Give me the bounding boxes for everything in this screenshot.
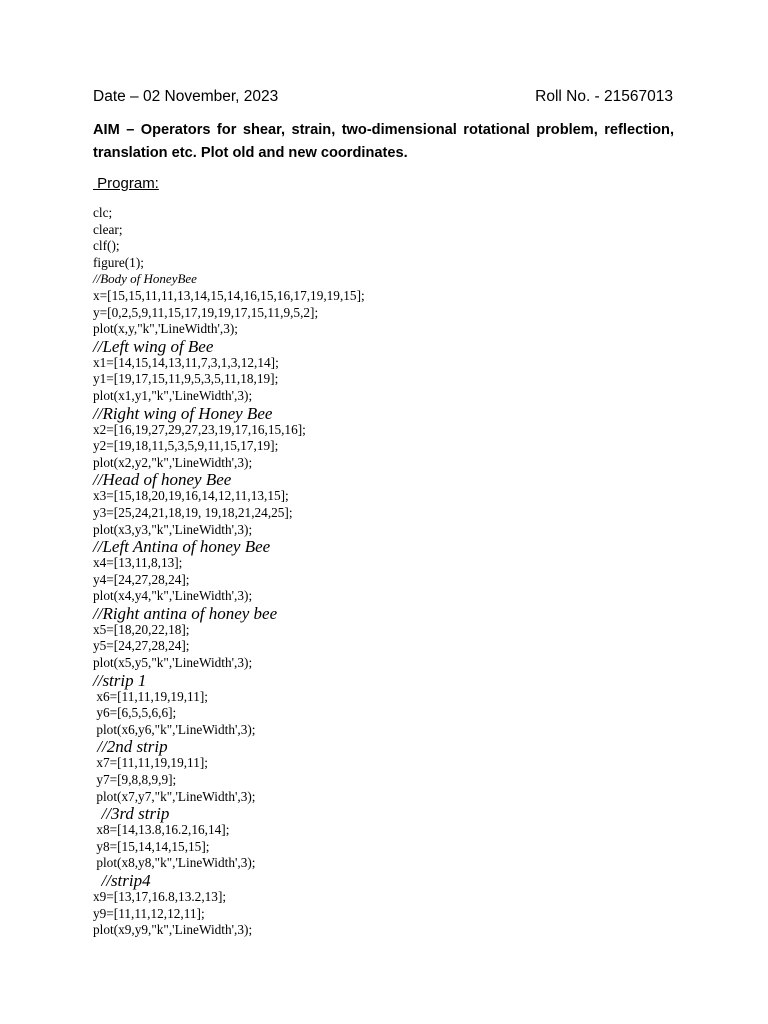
code-line: y7=[9,8,8,9,9]; (93, 772, 177, 788)
code-line: y1=[19,17,15,11,9,5,3,5,11,18,19]; (93, 371, 279, 387)
code-line: y5=[24,27,28,24]; (93, 638, 190, 654)
document-header (93, 88, 673, 110)
code-line: x3=[15,18,20,19,16,14,12,11,13,15]; (93, 488, 289, 504)
code-line: x6=[11,11,19,19,11]; (93, 688, 208, 704)
code-line: x4=[13,11,8,13]; (93, 555, 183, 571)
code-line: y6=[6,5,5,6,6]; (93, 705, 177, 721)
aim-paragraph: AIM – Operators for shear, strain, two-dimensional rotational problem, reflection, translation etc. Plot old and new coordinates. (93, 122, 674, 161)
code-line: plot(x,y,"k",'LineWidth',3); (93, 321, 238, 337)
code-line: x7=[11,11,19,19,11]; (93, 755, 208, 771)
code-line: plot(x8,y8,"k",'LineWidth',3); (93, 855, 256, 871)
code-line: x9=[13,17,16.8,13.2,13]; (93, 889, 227, 904)
code-line: x1=[14,15,14,13,11,7,3,1,3,12,14]; (93, 354, 279, 370)
code-line: clear; (93, 221, 123, 237)
code-line: plot(x7,y7,"k",'LineWidth',3); (93, 788, 256, 804)
code-line: y=[0,2,5,9,11,15,17,19,19,17,15,11,9,5,2]; (93, 304, 319, 320)
code-line: plot(x1,y1,"k",'LineWidth',3); (93, 387, 253, 403)
code-comment: //Head of honey Bee (93, 470, 232, 490)
code-line: y2=[19,18,11,5,3,5,9,11,15,17,19]; (93, 438, 279, 454)
code-comment: //2nd strip (93, 737, 168, 757)
code-comment: //3rd strip (93, 804, 170, 824)
program-heading: Program: (93, 175, 159, 192)
code-line: y8=[15,14,14,15,15]; (93, 838, 210, 854)
code-listing (93, 205, 693, 939)
code-comment: //Body of HoneyBee (93, 271, 197, 287)
code-line: plot(x4,y4,"k",'LineWidth',3); (93, 588, 253, 604)
roll-number-text: Roll No. - 21567013 (535, 88, 673, 105)
code-line: x8=[14,13.8,16.2,16,14]; (93, 822, 230, 838)
code-line: figure(1); (93, 254, 144, 270)
code-line: y3=[25,24,21,18,19, 19,18,21,24,25]; (93, 504, 293, 520)
code-line: x=[15,15,11,11,13,14,15,14,16,15,16,17,19,19,15]; (93, 287, 365, 303)
code-comment: //Left Antina of honey Bee (93, 537, 271, 557)
code-line: plot(x5,y5,"k",'LineWidth',3); (93, 655, 253, 671)
code-comment: //Right antina of honey bee (93, 603, 278, 623)
date-text: Date – 02 November, 2023 (93, 88, 279, 105)
code-line: plot(x6,y6,"k",'LineWidth',3); (93, 721, 256, 737)
code-comment: //Right wing of Honey Bee (93, 403, 273, 423)
code-comment: //strip 1 (93, 670, 147, 690)
code-line: plot(x9,y9,"k",'LineWidth',3); (93, 922, 253, 938)
code-line: y4=[24,27,28,24]; (93, 571, 190, 587)
code-comment: //strip4 (93, 871, 151, 890)
code-line: clc; (93, 205, 113, 220)
code-line: y9=[11,11,12,12,11]; (93, 905, 205, 921)
code-line: clf(); (93, 238, 120, 254)
code-line: x2=[16,19,27,29,27,23,19,17,16,15,16]; (93, 421, 306, 437)
code-line: x5=[18,20,22,18]; (93, 621, 190, 637)
code-comment: //Left wing of Bee (93, 336, 214, 356)
code-line: plot(x3,y3,"k",'LineWidth',3); (93, 521, 253, 537)
code-line: plot(x2,y2,"k",'LineWidth',3); (93, 454, 253, 470)
